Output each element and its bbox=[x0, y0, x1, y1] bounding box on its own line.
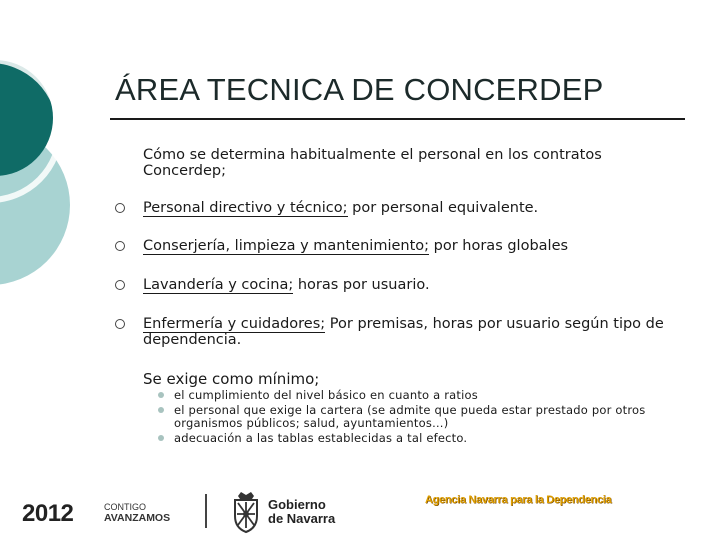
list-item bbox=[115, 200, 685, 216]
circle-bullet-icon bbox=[115, 280, 125, 290]
intro-text: Cómo se determina habitualmente el personal en los contratos Concerdep; bbox=[143, 147, 602, 179]
slogan-line: CONTIGO bbox=[104, 502, 146, 512]
government-line: de Navarra bbox=[268, 511, 336, 526]
bullet-label: Lavandería y cocina; bbox=[143, 277, 294, 293]
bullet-text: Por premisas, horas por usuario según tipo de dependencia. bbox=[143, 316, 664, 348]
minimum-item: el personal que exige la cartera (se admite que pueda estar prestado por otros organismos públicos; salud, ayuntamientos…) bbox=[174, 403, 646, 430]
bullet-label: Conserjería, limpieza y mantenimiento; bbox=[143, 238, 430, 254]
government-line: Gobierno bbox=[268, 497, 326, 512]
bullet-text: por horas globales bbox=[429, 238, 569, 254]
title-divider bbox=[110, 118, 685, 120]
minimum-heading: Se exige como mínimo; bbox=[143, 370, 320, 388]
page-title: ÁREA TECNICA DE CONCERDEP bbox=[115, 72, 604, 107]
list-item bbox=[115, 316, 685, 348]
circle-bullet-icon bbox=[115, 203, 125, 213]
dot-bullet-icon bbox=[158, 407, 164, 413]
circle-bullet-icon bbox=[115, 241, 125, 251]
divider bbox=[205, 494, 207, 528]
minimum-item: el cumplimiento del nivel básico en cuanto a ratios bbox=[174, 388, 478, 402]
dot-bullet-icon bbox=[158, 435, 164, 441]
year-label: 2012 bbox=[22, 500, 74, 527]
minimum-item: adecuación a las tablas establecidas a tal efecto. bbox=[174, 431, 468, 445]
list-item bbox=[115, 238, 685, 254]
slogan bbox=[104, 502, 170, 524]
bullet-text: horas por usuario. bbox=[293, 277, 430, 293]
government-logo bbox=[22, 488, 362, 536]
government-name bbox=[268, 498, 335, 526]
bullet-label: Personal directivo y técnico; bbox=[143, 200, 348, 216]
list-item bbox=[158, 404, 678, 430]
dot-bullet-icon bbox=[158, 392, 164, 398]
list-item bbox=[115, 277, 685, 293]
agency-name: Agencia Navarra para la Dependencia bbox=[425, 494, 612, 506]
slogan-line: AVANZAMOS bbox=[104, 512, 171, 524]
bullet-label: Enfermería y cuidadores; bbox=[143, 316, 326, 332]
decorative-circles bbox=[0, 0, 120, 300]
list-item bbox=[158, 389, 678, 402]
list-item bbox=[158, 432, 678, 445]
circle-bullet-icon bbox=[115, 319, 125, 329]
bullet-text: por personal equivalente. bbox=[347, 200, 539, 216]
navarra-crest-icon bbox=[229, 490, 263, 534]
